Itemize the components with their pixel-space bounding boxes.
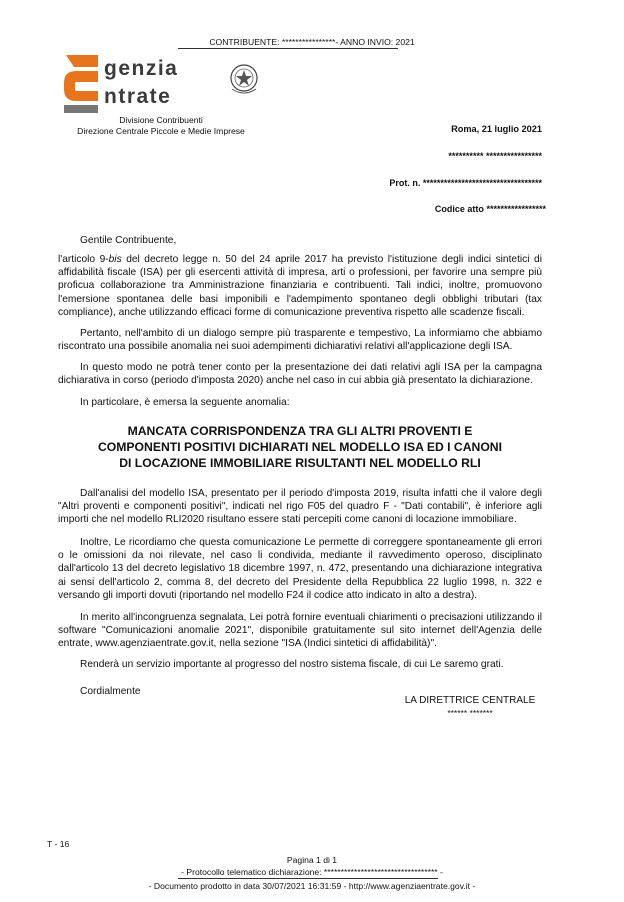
- codice-atto-value: *****************: [486, 204, 546, 214]
- header-rule: [178, 48, 398, 49]
- paragraph-anomaly-notice: Pertanto, nell'ambito di un dialogo sempre più trasparente e tempestivo, La informiamo che abbiamo riscontrato una possibile anomalia nei suoi adempimenti dichiarativi relativi all'applicazione degli ISA.: [58, 328, 542, 353]
- p1-text-start: l'articolo 9-: [58, 254, 109, 265]
- protocol-footer: [0, 867, 624, 877]
- agency-subtitle: [56, 115, 266, 137]
- protocol-number: [340, 178, 542, 188]
- signer-name: ****** *******: [447, 708, 493, 718]
- codice-atto-label: Codice atto: [434, 204, 484, 214]
- greeting: Gentile Contribuente,: [80, 235, 177, 246]
- anomaly-heading: [58, 423, 542, 471]
- protocol-value: **********************************: [422, 178, 542, 188]
- page-number: Pagina 1 di 1: [286, 855, 338, 865]
- signature-block: [380, 695, 560, 719]
- agency-logo: [60, 55, 260, 115]
- anomaly-heading-line: MANCATA CORRISPONDENZA TRA GLI ALTRI PROVENTI E: [127, 424, 473, 438]
- protocol-footer-text: - Protocollo telematico dichiarazione: ********************************** -: [181, 867, 443, 877]
- closing-salutation: Cordialmente: [80, 686, 141, 697]
- logo-wordmark-agenzia: genzia: [104, 57, 179, 80]
- paragraph-chiarimenti: In merito all'incongruenza segnalata, Lei potrà fornire eventuali chiarimenti o precisazioni utilizzando il software "Comunicazioni anomalie 2021", disponibile gratuitamente sul sito internet dell'Agenzia delle entrate, www.agenziaentrate.gov.it, nella sezione "ISA (Indici sintetici di affidabilità)".: [58, 612, 542, 650]
- anomaly-heading-line: DI LOCAZIONE IMMOBILIARE RISULTANTI NEL MODELLO RLI: [119, 456, 481, 470]
- recipient-mask: ********** ****************: [448, 151, 542, 161]
- codice-atto: [340, 204, 546, 214]
- logo-wordmark-entrate: ntrate: [104, 85, 172, 108]
- footer-rule: [178, 878, 438, 879]
- logo-emblem-icon: [60, 55, 100, 113]
- agency-division: Divisione Contribuenti: [119, 115, 203, 125]
- header-contribuente-line: [0, 37, 624, 47]
- paragraph-thanks: Renderà un servizio importante al progresso del nostro sistema fiscale, di cui Le saremo grati.: [80, 659, 504, 670]
- p1-text-end: del decreto legge n. 50 del 24 aprile 2017 ha previsto l'istituzione degli indici sintetici di affidabilità fiscale (ISA) per gli esercenti attività di impresa, arti o professioni, per favorire una sempre più proficua collaborazione tra Amministrazione finanziaria e contribuenti. Tali indici, inoltre, promuovono l'emersione spontanea delle basi imponibili e l'adempimento spontaneo degli obblighi tributari (tax compliance), anche utilizzando efficaci forme di comunicazione preventiva rispetto alle scadenze fiscali.: [58, 254, 542, 318]
- paragraph-ravvedimento: Inoltre, Le ricordiamo che questa comunicazione Le permette di correggere spontaneamente gli errori o le omissioni da noi rilevate, nel caso li condivida, mediante il ravvedimento operoso, disciplinato dall'articolo 13 del decreto legislativo 18 dicembre 1997, n. 472, presentando una dichiarazione integrativa ai sensi dell'articolo 2, comma 8, del decreto del Presidente della Repubblica 22 luglio 1998, n. 322 e versando gli importi dovuti (riportando nel modello F24 il codice atto indicato in alto a destra).: [58, 537, 542, 601]
- republic-emblem-icon: [228, 61, 260, 97]
- paragraph-analysis: Dall'analisi del modello ISA, presentato per il periodo d'imposta 2019, risulta infatti che il valore degli "Altri proventi e componenti positivi", indicati nel rigo F05 del quadro F - "Dati contabili", è inferiore agli importi che nel modello RLI2020 risultano essere stati percepiti come canoni di locazione immobiliare.: [58, 488, 542, 526]
- paragraph-particular: In particolare, è emersa la seguente anomalia:: [80, 397, 290, 408]
- anomaly-heading-line: COMPONENTI POSITIVI DICHIARATI NEL MODELLO ISA ED I CANONI: [97, 440, 502, 454]
- form-code: T - 16: [47, 839, 70, 849]
- paragraph-campaign: In questo modo ne potrà tener conto per la presentazione dei dati relativi agli ISA per la campagna dichiarativa in corso (periodo d'imposta 2020) anche nel caso in cui abbia già presentato la dichiarazione.: [58, 362, 542, 387]
- letter-date: Roma, 21 luglio 2021: [451, 124, 542, 134]
- paragraph-intro: [58, 253, 542, 319]
- p1-italic-bis: bis: [108, 254, 122, 265]
- signer-title: LA DIRETTRICE CENTRALE: [404, 695, 536, 706]
- produced-footer: - Documento prodotto in data 30/07/2021 16:31:59 - http://www.agenziaentrate.gov.it -: [148, 881, 476, 891]
- protocol-label: Prot. n.: [389, 178, 421, 188]
- header-contribuente-text: CONTRIBUENTE: ****************- ANNO INVIO: 2021: [209, 37, 415, 47]
- agency-directorate: Direzione Centrale Piccole e Medie Imprese: [77, 126, 245, 136]
